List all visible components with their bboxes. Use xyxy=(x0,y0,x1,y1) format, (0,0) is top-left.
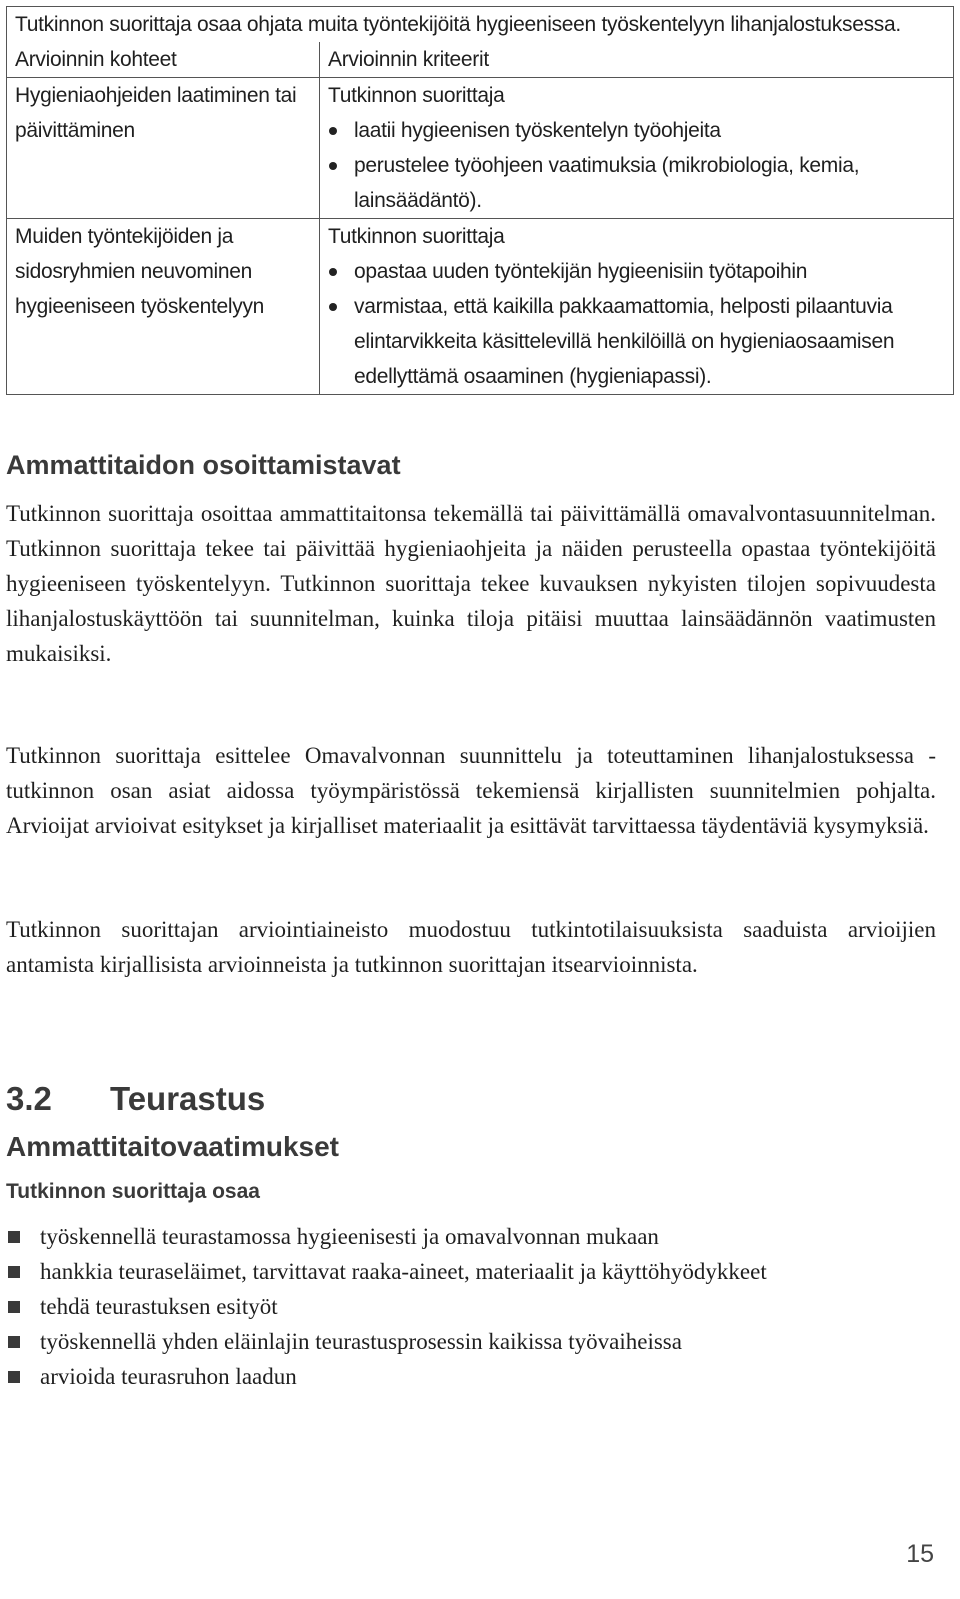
assessment-target xyxy=(7,219,320,395)
list-item-text: tehdä teurastuksen esityöt xyxy=(40,1294,278,1319)
criteria-lead: Tutkinnon suorittaja xyxy=(328,84,505,107)
criteria-line: varmistaa, että kaikilla pakkaamattomia, helposti pilaantuvia xyxy=(354,295,893,318)
page-number: 15 xyxy=(906,1540,934,1568)
requirements-list xyxy=(6,1219,936,1394)
criteria-item xyxy=(354,254,945,289)
list-item xyxy=(6,1254,936,1289)
list-item-text: hankkia teuraseläimet, tarvittavat raaka-aineet, materiaalit ja käyttöhyödykkeet xyxy=(40,1259,767,1284)
list-item-text: arvioida teurasruhon laadun xyxy=(40,1364,297,1389)
list-item-text: työskennellä yhden eläinlajin teurastusprosessin kaikissa työvaiheissa xyxy=(40,1329,682,1354)
demonstration-paragraph-2: Tutkinnon suorittaja esittelee Omavalvonnan suunnittelu ja toteuttaminen lihanjalostuksessa -tutkinnon osan asiat aidossa työympäristössä tekemiensä kirjallisten suunnitelmien pohjalta. Arvioijat arvioivat esitykset ja kirjalliset materiaalit ja esittävät tarvittaessa täydentäviä kysymyksiä. xyxy=(6,743,936,838)
criteria-line: perustelee työohjeen vaatimuksia (mikrobiologia, kemia, xyxy=(354,154,860,177)
table-row xyxy=(7,78,954,219)
assessment-criteria xyxy=(320,78,954,219)
requirements-lead: Tutkinnon suorittaja osaa xyxy=(6,1180,260,1203)
target-line: päivittäminen xyxy=(15,119,135,142)
square-bullet-icon xyxy=(8,1231,20,1243)
table-title: Tutkinnon suorittaja osaa ohjata muita työntekijöitä hygieeniseen työskentelyyn lihanjalostuksessa. xyxy=(7,7,954,43)
target-line: hygieeniseen työskentelyyn xyxy=(15,295,265,318)
square-bullet-icon xyxy=(8,1301,20,1313)
square-bullet-icon xyxy=(8,1266,20,1278)
target-line: sidosryhmien neuvominen xyxy=(15,260,253,283)
demonstration-paragraph-1: Tutkinnon suorittaja osoittaa ammattitaitonsa tekemällä tai päivittämällä omavalvontasuunnitelman. Tutkinnon suorittaja tekee tai päivittää hygieniaohjeita ja näiden perusteella opastaa työntekijöitä hygieeniseen työskentelyyn. Tutkinnon suorittaja tekee kuvauksen nykyisten tilojen sopivuudesta lihanjalostuskäyttöön tai suunnitelman, kuinka tiloja pitäisi muuttaa lainsäädännön vaatimusten mukaisiksi. xyxy=(6,501,936,666)
target-line: Muiden työntekijöiden ja xyxy=(15,225,234,248)
column-header-criteria: Arvioinnin kriteerit xyxy=(320,42,954,78)
section-number: 3.2 xyxy=(6,1080,52,1117)
criteria-item xyxy=(354,289,945,394)
list-item-text: työskennellä teurastamossa hygieenisesti ja omavalvonnan mukaan xyxy=(40,1224,659,1249)
section-title: Teurastus xyxy=(110,1080,266,1117)
list-item xyxy=(6,1289,936,1324)
assessment-target xyxy=(7,78,320,219)
criteria-table xyxy=(6,6,954,395)
square-bullet-icon xyxy=(8,1371,20,1383)
demonstration-paragraph-3: Tutkinnon suorittajan arviointiaineisto muodostuu tutkintotilaisuuksista saaduista arvioijien antamista kirjallisista arvioinneista ja tutkinnon suorittajan itsearvioinnista. xyxy=(6,917,936,977)
criteria-lead: Tutkinnon suorittaja xyxy=(328,225,505,248)
demonstration-heading: Ammattitaidon osoittamistavat xyxy=(6,450,401,480)
assessment-criteria xyxy=(320,219,954,395)
list-item xyxy=(6,1359,936,1394)
section-heading xyxy=(6,1080,265,1118)
list-item xyxy=(6,1324,936,1359)
criteria-item xyxy=(354,148,945,218)
criteria-item xyxy=(354,113,945,148)
table-row xyxy=(7,219,954,395)
column-header-targets: Arvioinnin kohteet xyxy=(7,42,320,78)
criteria-list xyxy=(328,113,945,218)
requirements-heading: Ammattitaitovaatimukset xyxy=(6,1131,339,1162)
list-item xyxy=(6,1219,936,1254)
criteria-list xyxy=(328,254,945,394)
square-bullet-icon xyxy=(8,1336,20,1348)
criteria-line: laatii hygieenisen työskentelyn työohjeita xyxy=(354,119,721,142)
criteria-line: opastaa uuden työntekijän hygieenisiin työtapoihin xyxy=(354,260,808,283)
criteria-line: elintarvikkeita käsittelevillä henkilöillä on hygieniaosaamisen xyxy=(354,330,895,353)
criteria-line: edellyttämä osaaminen (hygieniapassi). xyxy=(354,365,712,388)
target-line: Hygieniaohjeiden laatiminen tai xyxy=(15,84,297,107)
criteria-line: lainsäädäntö). xyxy=(354,189,482,212)
